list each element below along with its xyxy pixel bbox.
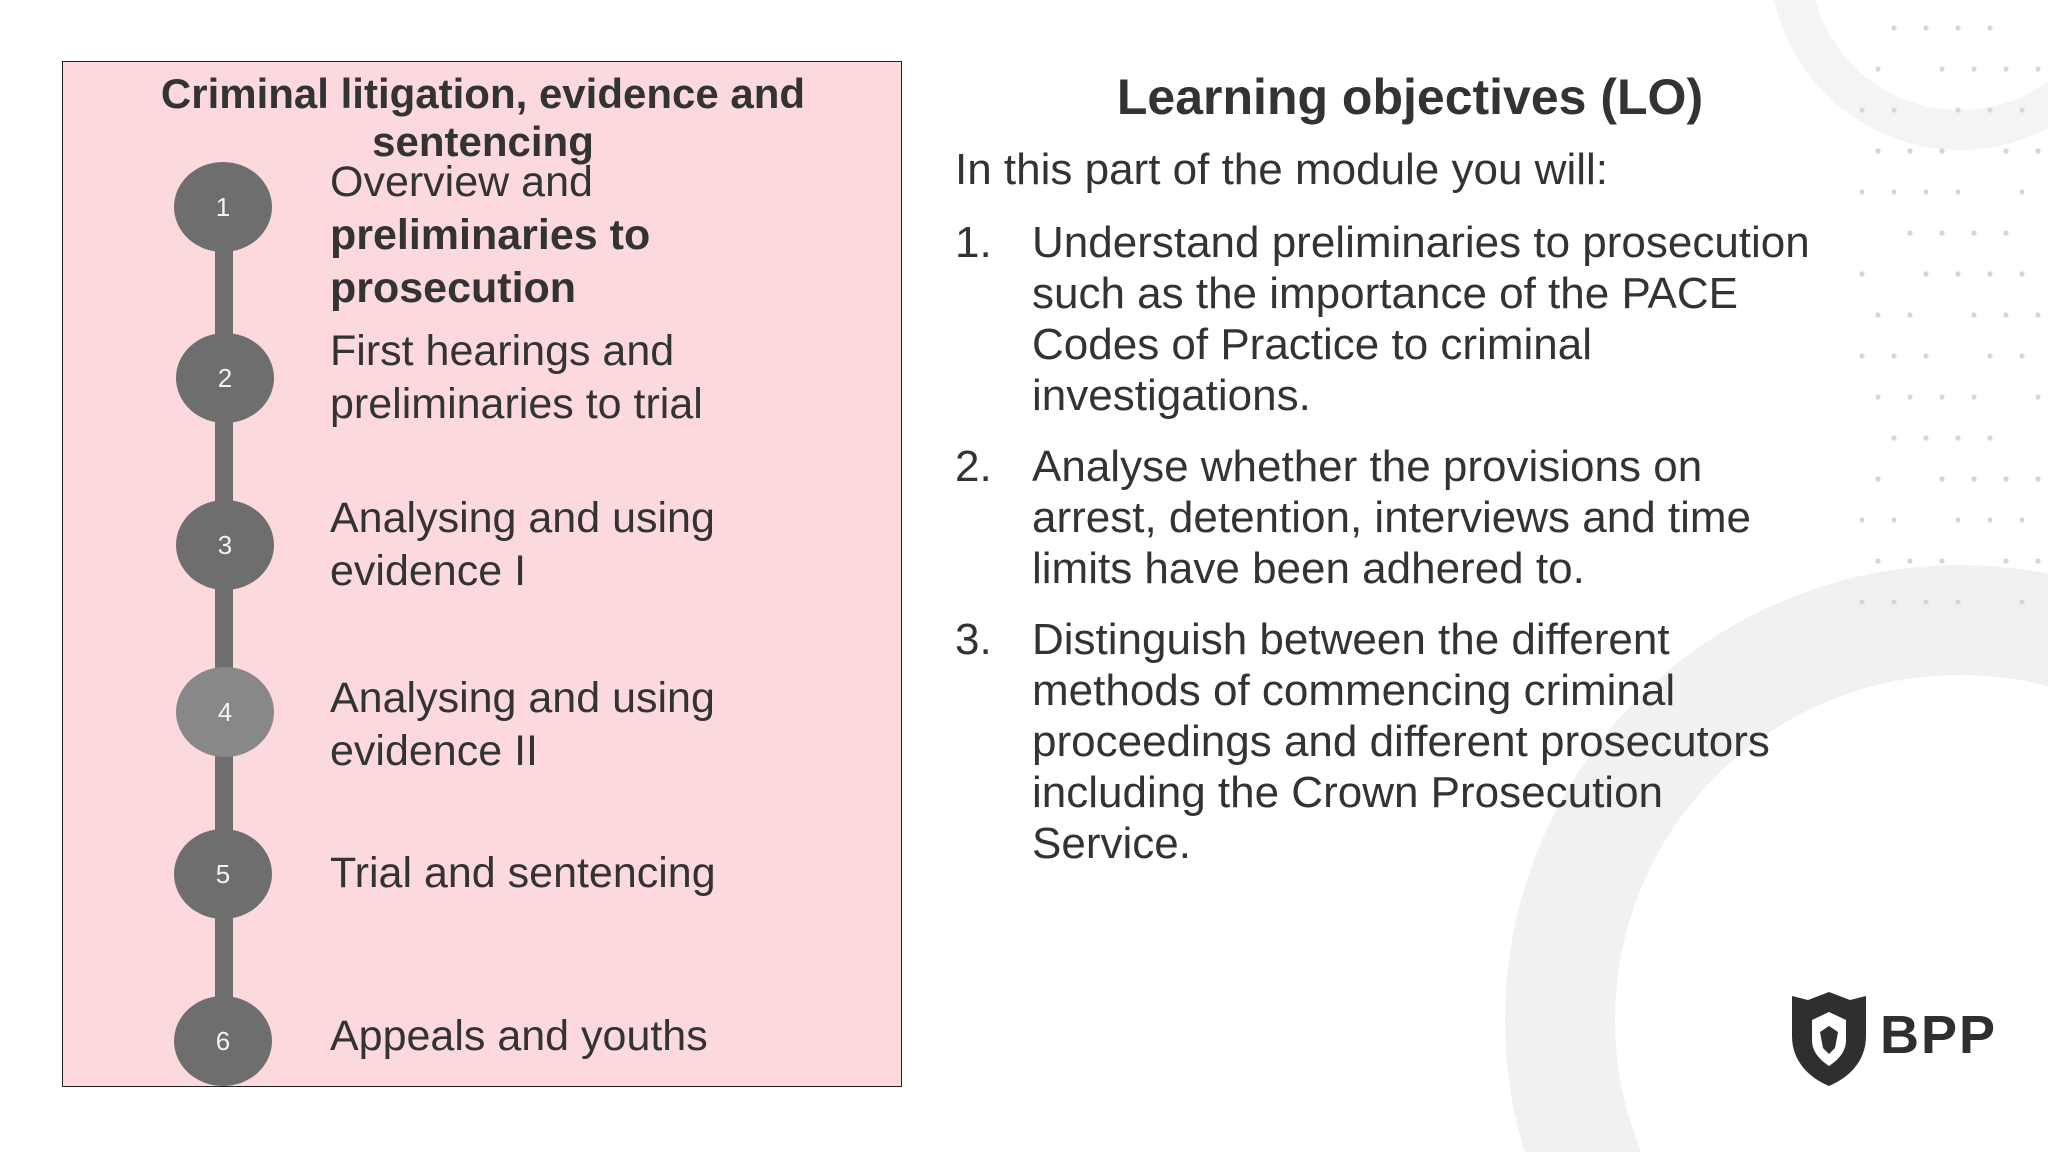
decor-dot xyxy=(1939,394,1944,399)
objective-text: Analyse whether the provisions on arrest, detention, interviews and time limits have been adhered to. xyxy=(1032,442,1752,593)
decor-dot xyxy=(1891,189,1896,194)
objective-number: 3. xyxy=(955,615,992,664)
decor-dot xyxy=(2035,558,2040,563)
objective-number: 2. xyxy=(955,442,992,491)
step-1-label-plain: Overview and xyxy=(330,158,593,206)
decor-dot xyxy=(2035,66,2040,71)
decor-dot xyxy=(2003,312,2008,317)
decor-dot xyxy=(1923,189,1928,194)
decor-dot xyxy=(2035,312,2040,317)
learning-objectives-title: Learning objectives (LO) xyxy=(1116,69,1704,125)
step-3-circle: 3 xyxy=(176,500,274,590)
decor-dot xyxy=(1923,599,1928,604)
step-4-circle: 4 xyxy=(176,667,274,757)
decor-dot xyxy=(1859,107,1864,112)
decor-dot xyxy=(1891,353,1896,358)
decor-dot xyxy=(1859,353,1864,358)
decor-dot xyxy=(2019,189,2024,194)
decor-dot xyxy=(1891,517,1896,522)
step-3-label: Analysing and using evidence I xyxy=(330,494,715,595)
decor-dot xyxy=(2003,558,2008,563)
step-4-label: Analysing and using evidence II xyxy=(330,674,715,775)
decor-dot xyxy=(1955,435,1960,440)
decor-dot xyxy=(1939,230,1944,235)
decor-dot xyxy=(2035,394,2040,399)
decor-dot xyxy=(1891,107,1896,112)
step-2-circle: 2 xyxy=(176,333,274,423)
decor-dot xyxy=(2019,107,2024,112)
decor-dot xyxy=(1859,271,1864,276)
decor-dot xyxy=(1875,148,1880,153)
decor-dot xyxy=(1891,435,1896,440)
decor-dot xyxy=(1971,66,1976,71)
objectives-intro: In this part of the module you will: xyxy=(955,145,1608,194)
step-1-circle: 1 xyxy=(174,162,272,252)
decor-dot xyxy=(1907,230,1912,235)
decor-dot xyxy=(1987,517,1992,522)
decor-dot xyxy=(2019,353,2024,358)
decor-dot xyxy=(1939,558,1944,563)
decor-dot xyxy=(1971,312,1976,317)
module-outline-panel xyxy=(62,61,902,1087)
decor-dot xyxy=(1923,435,1928,440)
decor-dot xyxy=(2035,148,2040,153)
decor-dot xyxy=(1891,25,1896,30)
decor-dot xyxy=(2019,271,2024,276)
decor-dot xyxy=(2003,148,2008,153)
decor-dot xyxy=(2003,66,2008,71)
decor-dot xyxy=(2003,230,2008,235)
decor-dot xyxy=(1907,148,1912,153)
decor-dot xyxy=(1987,353,1992,358)
decor-dot xyxy=(1955,25,1960,30)
step-1-label-bold: preliminaries to prosecution xyxy=(330,211,651,312)
decor-dot xyxy=(1875,558,1880,563)
decor-dot xyxy=(2019,599,2024,604)
decor-dot xyxy=(1955,517,1960,522)
logo-text: BPP xyxy=(1880,1005,1998,1065)
decor-dot xyxy=(1859,599,1864,604)
bpp-logo xyxy=(1788,990,1998,1090)
decor-dot xyxy=(1987,107,1992,112)
decor-dot xyxy=(2003,476,2008,481)
step-5-circle: 5 xyxy=(174,829,272,919)
decor-dot xyxy=(1955,107,1960,112)
step-6-label: Appeals and youths xyxy=(330,1012,708,1060)
step-1-label xyxy=(330,156,810,315)
decor-dot xyxy=(1939,66,1944,71)
lion-shield-icon xyxy=(1788,990,1870,1088)
objective-number: 1. xyxy=(955,218,992,267)
objective-text: Understand preliminaries to prosecution such as the importance of the PACE Codes of Practice to criminal investigations. xyxy=(1032,218,1810,420)
decor-dot xyxy=(1987,435,1992,440)
decor-dot xyxy=(1923,271,1928,276)
decor-dot xyxy=(1971,476,1976,481)
decor-dot xyxy=(1987,25,1992,30)
step-5-label: Trial and sentencing xyxy=(330,849,716,897)
decor-dot xyxy=(1971,230,1976,235)
objective-text: Distinguish between the different methods of commencing criminal proceedings and different prosecutors including the Crown Prosecution Service. xyxy=(1032,615,1770,868)
decor-dot xyxy=(2019,517,2024,522)
decor-dot xyxy=(1907,394,1912,399)
decor-dot xyxy=(1923,353,1928,358)
decor-dot xyxy=(1859,189,1864,194)
decor-dot xyxy=(1939,148,1944,153)
step-6-circle: 6 xyxy=(174,996,272,1086)
decor-dot xyxy=(1875,312,1880,317)
decor-dot xyxy=(1907,312,1912,317)
decor-dot xyxy=(1875,394,1880,399)
decor-dot xyxy=(1955,599,1960,604)
decor-dot xyxy=(1875,66,1880,71)
decor-dot xyxy=(2035,476,2040,481)
decor-dot xyxy=(1907,558,1912,563)
decor-dot xyxy=(1955,189,1960,194)
decor-dot xyxy=(1875,476,1880,481)
decor-dot xyxy=(1859,517,1864,522)
step-2-label: First hearings and preliminaries to trial xyxy=(330,327,703,428)
decor-dot xyxy=(1923,25,1928,30)
decor-dot xyxy=(1955,271,1960,276)
decor-dot xyxy=(1971,394,1976,399)
decor-dot xyxy=(1939,476,1944,481)
decor-dot xyxy=(1987,271,1992,276)
decor-dot xyxy=(1891,599,1896,604)
panel-title: Criminal litigation, evidence and sentencing xyxy=(160,70,806,165)
